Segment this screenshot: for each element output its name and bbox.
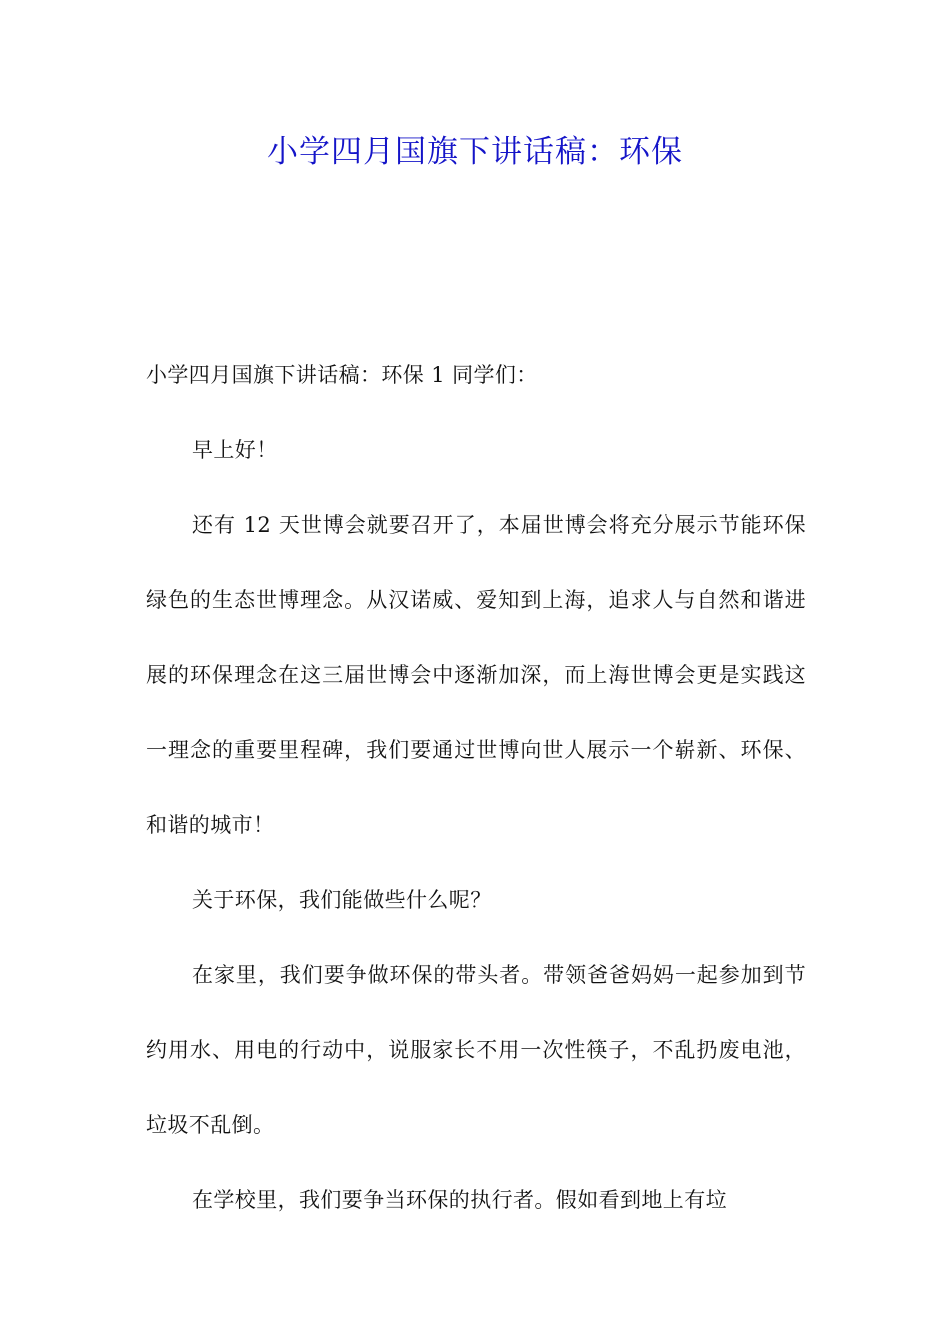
paragraph-school: 在学校里，我们要争当环保的执行者。假如看到地上有垃	[192, 1188, 727, 1212]
paragraph-question: 关于环保，我们能做些什么呢？	[192, 888, 492, 912]
document-body	[146, 338, 806, 1238]
paragraph-expo: 还有 12 天世博会就要召开了，本届世博会将充分展示节能环保绿色的生态世博理念。从汉诺威、爱知到上海，追求人与自然和谐进展的环保理念在这三届世博会中逐渐加深，而上海世博会更是实践这一理念的重要里程碑，我们要通过世博向世人展示一个崭新、环保、和谐的城市！	[146, 513, 806, 837]
document-title: 小学四月国旗下讲话稿：环保	[267, 134, 683, 170]
paragraph-opening: 小学四月国旗下讲话稿：环保 1 同学们：	[146, 363, 538, 387]
paragraph-greeting: 早上好！	[192, 438, 278, 462]
paragraph-home: 在家里，我们要争做环保的带头者。带领爸爸妈妈一起参加到节约用水、用电的行动中，说服家长不用一次性筷子，不乱扔废电池，垃圾不乱倒。	[146, 963, 806, 1137]
